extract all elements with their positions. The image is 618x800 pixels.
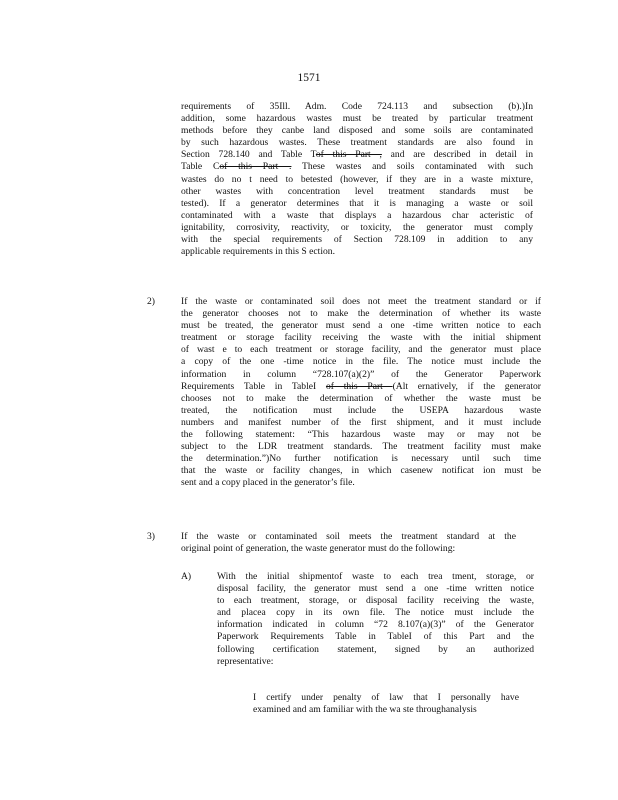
text-run: representative: xyxy=(217,655,274,667)
text-line xyxy=(181,369,541,381)
struck-text: of this Part xyxy=(325,380,393,392)
item-2-paragraph xyxy=(181,296,541,490)
text-line xyxy=(217,571,534,583)
text-run: of wast e to each treatment or storage facility, and the generator must place xyxy=(181,344,541,356)
text-line xyxy=(181,186,533,198)
text-run: These wastes and soils contaminated with such xyxy=(291,161,533,173)
text-line xyxy=(181,405,541,417)
intro-paragraph xyxy=(181,101,533,258)
text-line xyxy=(181,429,541,441)
text-line xyxy=(181,246,533,258)
text-line xyxy=(181,453,541,465)
text-run: addition, some hazardous wastes must be treated by particular treatment xyxy=(181,113,533,125)
text-run: methods before they canbe land disposed and some soils are contaminated xyxy=(181,125,533,137)
text-run: original point of generation, the waste generator must do the following: xyxy=(181,543,456,555)
text-line xyxy=(217,644,534,656)
text-line xyxy=(181,393,541,405)
text-line xyxy=(181,234,533,246)
text-line xyxy=(253,692,519,704)
text-run: the determination.”)No further notification is necessary until such time xyxy=(181,453,541,465)
text-run: (Alt ernatively, if the generator xyxy=(392,380,542,392)
text-run: chooses not to make the determination of whether the waste must be xyxy=(181,392,541,404)
text-run: to each treatment, storage, or disposal facility receiving the waste, xyxy=(217,595,534,607)
text-line xyxy=(217,619,534,631)
text-line xyxy=(181,381,541,393)
text-line xyxy=(217,595,534,607)
text-line xyxy=(217,631,534,643)
text-line xyxy=(181,113,533,125)
text-run: with the special requirements of Section 728.109 in addition to any xyxy=(181,234,533,246)
text-run: requirements of 35Ill. Adm. Code 724.113 and subsection (b).)In xyxy=(181,101,533,112)
certification-statement xyxy=(253,692,519,716)
text-line xyxy=(217,607,534,619)
text-run: Paperwork Requirements Table in TableI of this Part and the xyxy=(217,631,534,643)
text-run: a copy of the one -time notice in the file. The notice must include the xyxy=(181,356,541,368)
text-run: disposal facility, the generator must send a one -time written notice xyxy=(217,583,534,595)
text-run: With the initial shipmentof waste to each trea tment, storage, or xyxy=(217,571,534,582)
text-line xyxy=(181,356,541,368)
text-run: the generator chooses not to make the determination of whether its waste xyxy=(181,308,541,320)
text-line xyxy=(181,174,533,186)
text-run: must be treated, the generator must send a one -time written notice to each xyxy=(181,320,541,332)
text-run: wastes do no t need to betested (however, if they are in a waste mixture, xyxy=(181,173,533,185)
text-line xyxy=(181,477,541,489)
text-run: information indicated in column “72 8.107(a)(3)” of the Generator xyxy=(217,619,534,631)
page-number: 1571 xyxy=(297,72,321,84)
text-run: Table C xyxy=(181,161,220,173)
text-run: Section 728.140 and Table T xyxy=(181,149,316,161)
text-line xyxy=(181,320,541,332)
text-line xyxy=(181,441,541,453)
text-line xyxy=(217,583,534,595)
text-line xyxy=(181,308,541,320)
item-3-marker: 3) xyxy=(147,531,155,542)
item-a-marker: A) xyxy=(181,571,192,582)
text-run: information in column “728.107(a)(2)” of the Generator Paperwork xyxy=(181,368,541,380)
text-run: by such hazardous wastes. These treatment standards are also found in xyxy=(181,137,533,149)
text-line xyxy=(181,465,541,477)
text-run: ignitability, corrosivity, reactivity, or toxicity, the generator must comply xyxy=(181,221,533,233)
text-run: that the waste or facility changes, in which casenew notificat ion must be xyxy=(181,465,541,477)
item-2-marker: 2) xyxy=(147,296,155,307)
text-line xyxy=(181,543,516,555)
text-line xyxy=(181,332,541,344)
text-line xyxy=(181,417,541,429)
text-line xyxy=(181,210,533,222)
text-run: numbers and manifest number of the first shipment, and it must include xyxy=(181,416,541,428)
text-line xyxy=(181,222,533,234)
text-run: sent and a copy placed in the generator’s file. xyxy=(181,477,355,489)
text-run: applicable requirements in this S ection. xyxy=(181,246,335,258)
item-3-paragraph xyxy=(181,531,516,555)
text-line xyxy=(181,198,533,210)
text-line xyxy=(181,344,541,356)
text-line xyxy=(181,125,533,137)
text-run: treatment or storage facility receiving the waste with the initial shipment xyxy=(181,332,541,344)
text-line xyxy=(253,704,519,716)
text-run: the following statement: “This hazardous waste may or may not be xyxy=(181,429,541,441)
text-run: and are described in detail in xyxy=(381,149,533,161)
text-line xyxy=(181,101,533,113)
text-run: I certify under penalty of law that I personally have xyxy=(253,692,519,703)
text-run: contaminated with a waste that displays a hazardous char acteristic of xyxy=(181,209,533,221)
text-run: other wastes with concentration level treatment standards must be xyxy=(181,185,533,197)
text-line xyxy=(181,296,541,308)
text-run: subject to the LDR treatment standards. The treatment facility must make xyxy=(181,441,541,453)
text-line xyxy=(181,137,533,149)
text-run: If the waste or contaminated soil meets the treatment standard at the xyxy=(181,531,516,542)
text-line xyxy=(217,656,534,668)
text-line xyxy=(181,531,516,543)
text-run: Requirements Table in TableI xyxy=(181,380,326,392)
item-a-paragraph xyxy=(217,571,534,668)
text-run: and placea copy in its own file. The notice must include the xyxy=(217,607,534,619)
text-line xyxy=(181,149,533,161)
struck-text: of this Part , xyxy=(315,149,382,161)
text-line xyxy=(181,161,533,173)
text-run: examined and am familiar with the wa ste throughanalysis xyxy=(253,704,477,716)
text-run: tested). If a generator determines that it is managing a waste or soil xyxy=(181,197,533,209)
text-run: treated, the notification must include the USEPA hazardous waste xyxy=(181,404,541,416)
text-run: following certification statement, signed by an authorized xyxy=(217,643,534,655)
text-run: If the waste or contaminated soil does not meet the treatment standard or if xyxy=(181,296,541,307)
struck-text: of this Part . xyxy=(219,161,292,173)
